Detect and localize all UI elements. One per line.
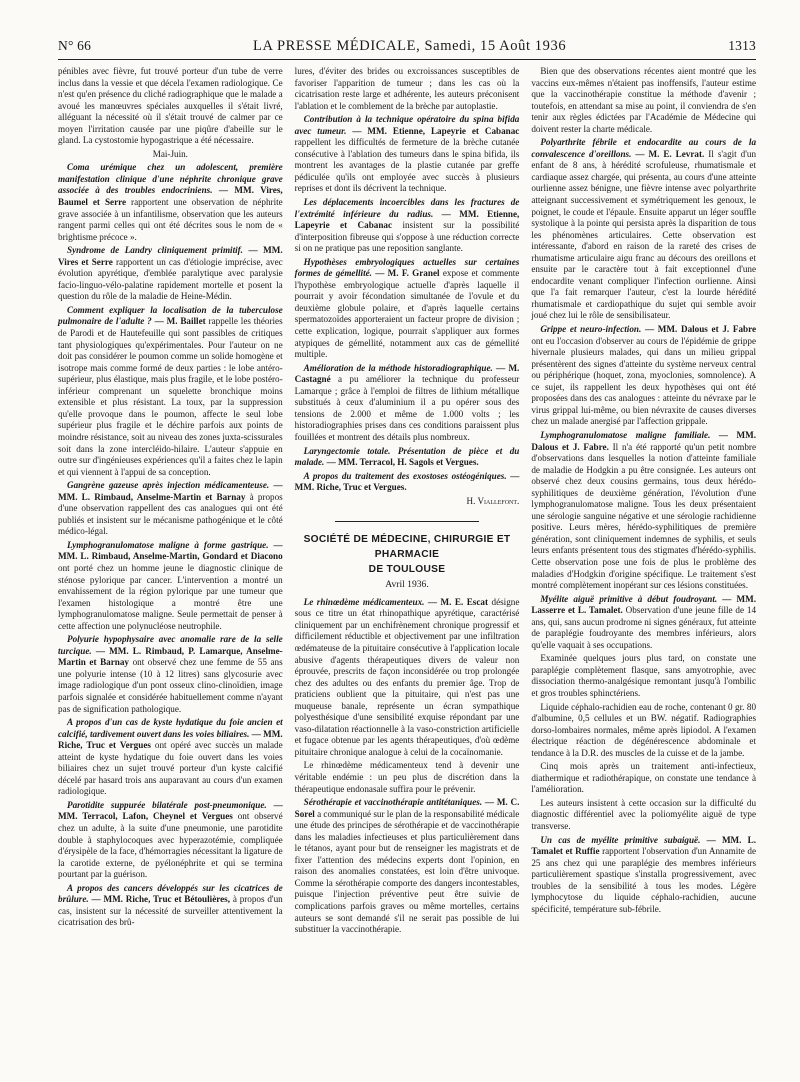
abstract-heading: Syndrome de Landry cliniquement primitif.	[67, 245, 243, 256]
journal-title: LA PRESSE MÉDICALE, Samedi, 15 Août 1936	[253, 38, 567, 54]
abstract	[58, 634, 283, 715]
society-heading-line-2: DE TOULOUSE	[368, 564, 446, 576]
abstract-text: ont porté chez un homme jeune le diagnostic clinique de sténose pylorique par cancer. L'intervention a montré un envahissement de la région pylorique par une tumeur que l'examen histologique a montré être une lymphogranulomatose maligne. Seule permettait de penser à cette affection une polynucléose neutrophile.	[58, 562, 283, 631]
paragraph: lures, d'éviter des brides ou excroissances susceptibles de favoriser l'apparition de tumeur ; dans les cas où la cicatrisation reste large et adhérente, les auteurs préconisent l'ablation et le comblement de la brèche par autoplastie.	[294, 66, 520, 111]
abstract-heading: Comment expliquer la localisation de la tuberculose pulmonaire de l'adulte ?	[58, 304, 283, 327]
abstract-authors: — MM. Dalous et J. Fabre.	[531, 429, 757, 452]
abstract	[295, 114, 520, 195]
columns	[58, 66, 756, 938]
abstract-text: rapportent une observation de néphrite grave associée à un infantilisme, observation que les auteurs rangent parmi celles qui ont été décrites sous le nom de « brightisme précoce ».	[58, 197, 283, 242]
abstract	[531, 835, 756, 916]
abstract-heading: A propos du traitement des exostoses ostéogéniques.	[303, 470, 507, 481]
abstract-authors: — MM. L. Rimbaud, Anselme-Martin, Gondard et Diacono	[58, 539, 283, 562]
abstract	[58, 540, 283, 632]
masthead-rule	[58, 59, 756, 60]
column-1	[58, 66, 283, 938]
abstract-heading: Les déplacements incoercibles dans les fractures de l'extrémité inférieure du radius.	[294, 197, 520, 219]
society-heading-line-1: SOCIÉTÉ DE MÉDECINE, CHIRURGIE ET PHARMACIE	[303, 534, 511, 561]
abstract-text: a communiqué sur le plan de la responsabilité médicale une étude des principes de sérothérapie et de vaccinothérapie dans les maladies infectieuses et plus particulièrement dans le tétanos, ayant pour but de renseigner les magistrats et de fixer l'attention des médecins experts dont l'opinion, en raison des anomalies constatées, est loin d'être univoque. Comme la sérothérapie comporte des dangers incontestables, puisque l'injection préventive peut être suivie de complications parfois graves ou même mortelles, certains auteurs se sont demandé s'il ne serait pas possible de lui substituer la vaccinothérapie.	[294, 808, 520, 935]
abstract-heading: Le rhinœdème médicamenteux.	[303, 596, 425, 607]
abstract-heading: Coma urémique chez un adolescent, première manifestation clinique d'une néphrite chronique grave associée à des troubles endocriniens.	[58, 162, 283, 196]
abstract-heading: Sérothérapie et vaccinothérapie antitétaniques.	[303, 797, 483, 808]
abstract-text: Observation d'une jeune fille de 14 ans, qui, sans aucun prodrome ni signes généraux, fut atteinte de paraplégie foudroyante des membres inférieurs, alors qu'elle vaquait à ses occupations.	[531, 605, 757, 650]
abstract-text: Il n'a été rapporté qu'un petit nombre d'observations dans lesquelles la notion d'atteinte familiale de maladie de Hodgkin a pu être consignée. Les auteurs ont observé chez deux cousins germains, tous deux hérédo-syphilitiques de deuxième génération, l'évolution d'une lymphogranulomatose maligne. Tous les deux présentaient une sérologie sanguine négative et une sérologie rachidienne positive. Leurs mères, hérédo-syphilitiques de première génération, sont cliniquement indemnes de syphilis, et seuls leurs enfants présentent tous des stigmates d'hérédo-syphilis. Cette observation pose une fois de plus le problème des maladies d'Hodgkin d'origine spécifique. Le traitement s'est montré complètement inopérant sur ces lésions constituées.	[531, 441, 757, 591]
abstract	[295, 471, 520, 494]
abstract-heading: Myélite aiguë primitive à début foudroyant.	[540, 593, 718, 604]
abstract-heading: Un cas de myélite primitive subaiguë.	[540, 834, 701, 845]
abstract-authors: — MM. Vires et Serre	[58, 245, 283, 267]
abstract-text: rapportent l'observation d'un Annamite de 25 ans chez qui une paraplégie des membres inférieurs particulièrement spastique s'installa progressivement, avec troubles de la sensibilité à tous les modes. Légère lymphocytose du liquide céphalo-rachidien, aucune spécificité, température sub-fébrile.	[531, 846, 757, 914]
masthead	[58, 38, 756, 55]
abstract-authors: — MM. Riche, Truc et Vergues	[58, 728, 283, 751]
abstract	[58, 162, 283, 243]
abstract-authors: — MM. L. Rimbaud, P. Lamarque, Anselme-Martin et Barnay	[58, 645, 283, 668]
abstract	[58, 245, 283, 303]
abstract-text: à propos d'un cas, insistent sur la nécessité de surveiller attentivement la cicatrisation des brû-	[58, 894, 283, 928]
abstract-text: rapportent un cas d'étiologie imprécise, avec évolution apyrétique, d'emblée paralytique avec paralysie facio-linguo-vélo-palatine rapidement mortelle et posent la question du rôle de la maladie de Heine-Médin.	[58, 256, 283, 302]
abstract-heading: Contribution à la technique opératoire du spina bifida avec tumeur.	[294, 114, 520, 136]
section-date: Mai-Juin.	[152, 148, 188, 159]
abstract-text: rappelle les théories de Parodi et de Hautefeuille qui sont passibles de critiques tant physiologiques qu'expérimentales. Pour l'auteur on ne doit pas considérer le poumon comme un solide homogène et isotrope mais comme formé de deux parties : le lobe antéro-supérieur, plus élastique, mais plus fragile, et le lobe postéro-inférieur comprenant un squelette bronchique moins extensible et plus résistant. La toux, par la suppression qu'elle provoque dans le poumon, affecte le seul lobe supérieur plus fragile et le déchire parfois aux points de moindre résistance, soit au niveau des zones juxta-scissurales soit dans la zone intercléido-hilaire. L'auteur s'appuie en outre sur d'ingénieuses expériences qu'il a faites chez le lapin et qui viennent à l'appui de sa conception.	[58, 316, 283, 477]
abstract-heading: Polyurie hypophysaire avec anomalie rare de la selle turcique.	[58, 634, 283, 656]
society-date: Avril 1936.	[385, 579, 429, 591]
abstract	[531, 137, 756, 322]
section-rule	[335, 521, 480, 522]
abstract-heading: Lymphogranulomatose maligne à forme gastrique.	[67, 539, 269, 550]
abstract	[58, 717, 283, 798]
paragraph: Examinée quelques jours plus tard, on constate une paraplégie complètement flasque, sans amyotrophie, avec dissociation thermo-analgésique remontant jusqu'à l'ombilic et gros troubles sphinctériens.	[531, 653, 757, 698]
abstract-heading: Laryngectomie totale. Présentation de pièce et du malade.	[294, 445, 520, 468]
abstract	[295, 446, 520, 469]
abstract	[295, 257, 520, 361]
abstract-authors: — MM. Riche, Truc et Bétoulières,	[91, 894, 231, 905]
abstract-authors: — M. Baillet	[154, 316, 206, 327]
abstract	[295, 197, 520, 255]
abstract	[58, 883, 283, 929]
abstract-authors: — MM. Terracol, H. Sagols et Vergues.	[326, 457, 479, 468]
abstract-text: expose et commente l'hypothèse embryologique actuelle d'après laquelle il pourrait y avoir fécondation simultanée de l'ovule et du deuxième globule polaire, et d'après laquelle certains spermatozoïdes apporteraient un facteur propre de division ; cette explication, logique, pourrait s'appliquer aux formes atypiques de gémellité, notamment aux cas de gémellité multiple.	[294, 268, 520, 360]
abstract-heading: Parotidite suppurée bilatérale post-pneumonique.	[67, 799, 267, 810]
abstract	[295, 797, 520, 936]
abstract	[531, 594, 756, 652]
abstract-heading: Amélioration de la méthode historadiographique.	[303, 362, 493, 373]
abstract-heading: A propos d'un cas de kyste hydatique du foie ancien et calcifié, tardivement ouvert dans les voies biliaires.	[58, 717, 283, 739]
abstract-authors: — MM. Etienne, Lapeyrie et Cabanac	[294, 208, 520, 231]
abstract-text: ont observé chez un adulte, à la suite d'une pneumonie, une parotidite double à staphylocoques avec hyperazotémie, compliquée d'érysipèle de la face, d'hémorragies nécessitant la ligature de la carotide externe, de pyélonéphrite et qui se termina pourtant par la guérison.	[58, 811, 283, 880]
paragraph: Cinq mois après un traitement anti-infectieux, diathermique et radiothérapique, on constate une tendance à l'amélioration.	[531, 761, 757, 795]
paragraph: Le rhinœdème médicamenteux tend à devenir une véritable endémie : un peu plus de discrétion dans la thérapeutique endonasale suffira pour le prévenir.	[294, 760, 520, 794]
abstract-authors: — M. F. Granel	[375, 268, 440, 279]
paragraph: pénibles avec fièvre, fut trouvé porteur d'un tube de verre inclus dans la vessie et que décela l'examen radiologique. Ce n'est qu'en présence du cliché radiographique que le malade a avoué les manœuvres spéciales auxquelles il s'était livré, alléguant la nécessité où il s'était trouvé de calmer par ce moyen l'irritation causée par une piqûre d'abeille sur le gland. La cystostomie hypogastrique a été nécessaire.	[58, 66, 283, 146]
page-number: 1313	[728, 38, 756, 53]
abstract-text: insistent sur la possibilité d'interposition fibreuse qui s'oppose à une réduction correcte si on ne pratique pas une reposition sanglante.	[294, 220, 520, 254]
abstract-authors: — M. Castagné	[294, 362, 520, 385]
abstract	[531, 430, 756, 592]
abstract-text: ont eu l'occasion d'observer au cours de l'épidémie de grippe hivernale plusieurs malades, qui dans un milieu grippal présentèrent des signes d'atteinte du système nerveux central ou périphérique (hoquet, zona, myoclonies, somnolence). A ce sujet, ils rappellent les deux hypothèses qui ont été proposées dans des cas analogues : atteinte du névraxe par le virus grippal lui-même, ou bien névraxite de causes diverses chez un malade anergisé par l'affection grippale.	[531, 335, 757, 427]
abstract-text: Il s'agit d'un enfant de 8 ans, à hérédité scrofuleuse, rhumatismale et cardiaque assez chargée, qui présenta, au cours d'une atteinte ourlienne assez bénigne, une fièvre intense avec polyarthrite atteignant successivement et symétriquement les genoux, le poignet, le coude et l'épaule. Ensuite apparut un léger souffle systolique à la pointe qui persista après la disparition de tous les phénomènes articulaires. Cette observation est intéressante, d'abord en raison de la rareté des crises de rhumatisme articulaire aigu franc au décours des oreillons et ensuite par le caractère tout à fait exceptionnel d'une endocardite venant compliquer l'infection ourlienne. Ainsi que l'a fait remarquer l'auteur, c'est la lourde hérédité rhumatismale et cardiopathique du sujet qui semble avoir joué chez lui le rôle de sensibilisateur.	[531, 148, 757, 321]
issue-number: N° 66	[58, 38, 92, 53]
paragraph: Liquide céphalo-rachidien eau de roche, contenant 0 gr. 80 d'albumine, 0,5 cellules et un BW. négatif. Radiographies dorso-lombaires normales, même après lipiodol. A l'examen électrique réaction de dégénérescence abdominale et tendance à la D.R. des muscles de la cuisse et de la jambe.	[531, 701, 757, 758]
abstract-text: à propos d'une observation rappellent des cas analogues qui ont été publiés et insistent sur le mécanisme pathogénique et le côté médico-légal.	[58, 491, 283, 537]
abstract	[58, 800, 283, 881]
abstract	[58, 305, 283, 478]
abstract-text: a pu améliorer la technique du professeur Lamarque ; grâce à l'emploi de filtres de lithium métallique substitués à ceux d'aluminium il a pu opérer sous des tensions de 2.000 et même de 1.000 volts ; les historadiographies prises dans ces conditions paraissent plus fouillées et montrent des détails plus nombreux.	[294, 374, 520, 442]
abstract-authors: — MM. Riche, Truc et Vergues.	[294, 470, 520, 493]
abstract	[295, 597, 520, 759]
abstract-heading: Lymphogranulomatose maligne familiale.	[540, 429, 711, 440]
abstract-heading: A propos des cancers développés sur les cicatrices de brûlure.	[58, 882, 283, 905]
abstract-authors: — MM. Lasserre et L. Tamalet.	[531, 593, 757, 616]
abstract	[531, 324, 756, 428]
abstract-authors: — MM. Dalous et J. Fabre	[644, 324, 757, 335]
abstract-authors: — MM. Vires, Baumel et Serre	[58, 185, 283, 208]
abstract-text: ont observé chez une femme de 55 ans une polyurie intense (10 à 12 litres) sans glycosurie avec image radiologique d'un pont osseux clino-clinoïdien, image parfois signalée et considérée habituellement comme n'ayant pas de signification pathologique.	[58, 657, 283, 714]
abstract-authors: — MM. Terracol, Lafon, Cheynel et Vergues	[58, 799, 283, 822]
abstract-heading: Gangrène gazeuse après injection médicamenteuse.	[67, 480, 270, 491]
abstract-text: ont opéré avec succès un malade atteint de kyste hydatique du foie ouvert dans les voies biliaires chez un sujet trouvé porteur d'un kyste calcifié décelé par hasard trois ans auparavant au cours d'un examen radiologique.	[58, 740, 283, 797]
paragraph: Les auteurs insistent à cette occasion sur la difficulté du diagnostic différentiel avec la poliomyélite aiguë de type transverse.	[531, 797, 757, 831]
abstract-heading: Polyarthrite fébrile et endocardite au cours de la convalescence d'oreillons.	[531, 137, 757, 159]
abstract-heading: Hypothèses embryologiques actuelles sur certaines formes de gémellité.	[294, 256, 520, 279]
paragraph: Bien que des observations récentes aient montré que les vaccins eux-mêmes n'étaient pas inoffensifs, l'auteur estime que la vaccinothérapie constitue la méthode d'avenir ; toutefois, en attendant sa mise au point, il conviendra de s'en tenir aux règles édictées par l'Académie de Médecine qui doivent rester la charte médicale.	[531, 66, 757, 134]
abstract	[58, 480, 283, 538]
abstract-text: désigne sous ce titre un état rhinopathique apyrétique, caractérisé cliniquement par un enchifrènement chronique progressif et difficilement réductible et objectivement par une infiltration œdémateuse de la pituitaire consécutive à l'application locale abusive d'agents thérapeutiques divers de valeur non éprouvée, prescrits de façon inconsidérée ou trop prolongée chez des adultes ou des enfants du premier âge. Trop de praticiens oublient que la pituitaire, qui n'est pas une muqueuse banale, représente un écran sympathique polyesthésique d'une sensibilité exquise répondant par une vaso-dilatation réactionnelle à la vaso-constriction artificielle et fugace obtenue par les agents thérapeutiques, d'où œdème pituitaire chronique analogue à celui de la cocaïnomanie.	[294, 596, 520, 757]
abstract-authors: — M. C. Sorel	[294, 797, 520, 819]
abstract-authors: — MM. L. Rimbaud, Anselme-Martin et Barnay	[58, 480, 283, 502]
abstract-authors: — MM. Etienne, Lapeyrie et Cabanac	[352, 125, 520, 136]
abstract-text: rappellent les difficultés de fermeture de la brèche cutanée consécutive à l'ablation des tumeurs dans le spina bifida, ils montrent les avantages de la plastie cutanée par greffe pédiculée qu'ils ont employée avec succès à plusieurs reprises et dont ils décrivent la technique.	[294, 137, 520, 194]
abstract-authors: — M. E. Levrat.	[635, 148, 705, 159]
signature: H. Viallefont.	[466, 495, 520, 506]
abstract-authors: — MM. L. Tamalet et Ruffie	[531, 834, 757, 857]
column-3	[531, 66, 756, 938]
abstract-heading: Grippe et neuro-infection.	[540, 324, 642, 335]
abstract-authors: — M. E. Escat	[427, 596, 489, 607]
abstract	[295, 363, 520, 444]
column-2	[295, 66, 520, 938]
